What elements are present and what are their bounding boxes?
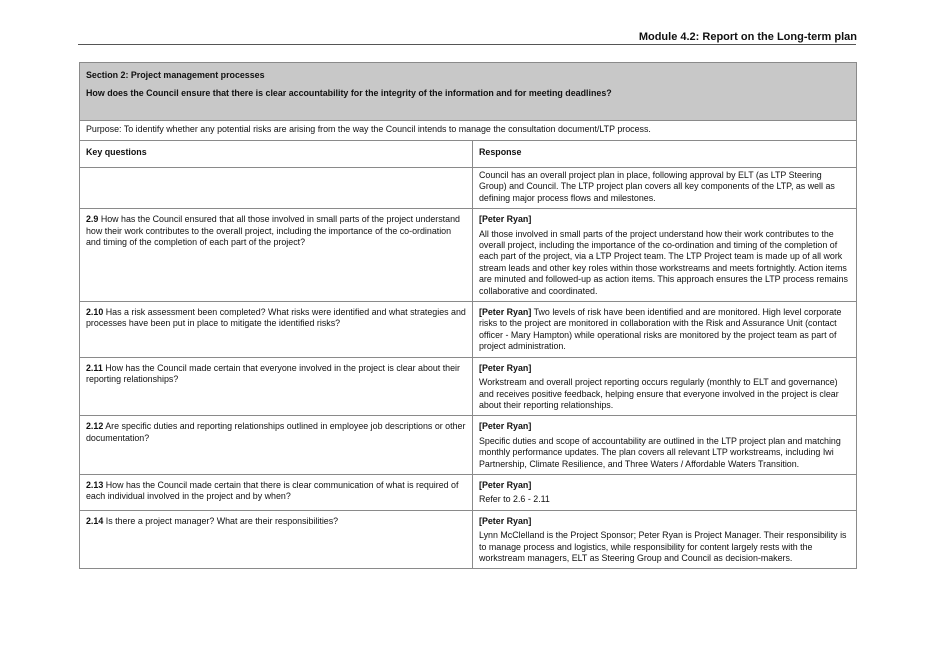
response-cell [473, 302, 857, 358]
response-cell [473, 510, 857, 569]
section-title: Section 2: Project management processes [86, 70, 265, 80]
responder-name: [Peter Ryan] [479, 214, 532, 225]
question-number: 2.14 [86, 515, 104, 526]
response-cell [473, 416, 857, 475]
table-row [80, 510, 857, 569]
purpose-row [80, 121, 857, 141]
responder-name: [Peter Ryan] [479, 515, 532, 526]
responder-name: [Peter Ryan] [479, 479, 532, 490]
response-cell [473, 357, 857, 416]
section-question: How does the Council ensure that there is clear accountability for the integrity of the information and for meeting deadlines? [86, 88, 612, 99]
response-text: Refer to 2.6 - 2.11 [479, 494, 550, 505]
question-cell [80, 168, 473, 209]
question-number: 2.12 [86, 421, 104, 432]
question-cell [80, 510, 473, 569]
response-cell [473, 474, 857, 510]
purpose-text: Purpose: To identify whether any potential risks are arising from the way the Council intends to manage the consultation document/LTP process. [80, 121, 857, 141]
question-text: Is there a project manager? What are their responsibilities? [105, 515, 339, 526]
response-header: Response [473, 141, 857, 168]
question-text: How has the Council ensured that all those involved in small parts of the project understand how their work contributes to the overall project, including the importance of the co-ordination and timing of the completion of each part of the project? [86, 214, 460, 248]
response-text: All those involved in small parts of the project understand how their work contributes to the overall project, including the importance of the co-ordination and timing of the completion of each part of the project, via a LTP Project team. The LTP Project team is made up of all work stream leads and other key roles within those workstreams and meets fortnightly. Action items are minuted and followed-up as action items. This approach ensures the LTP process remains collaborative and coordinated. [479, 228, 848, 296]
response-text: Council has an overall project plan in place, following approval by ELT (as LTP Steering Group) and Council. The LTP project plan covers all key components of the LTP, as well as defining major process flows and milestones. [479, 170, 835, 203]
column-header-row [80, 141, 857, 168]
question-cell [80, 416, 473, 475]
response-text: Two levels of risk have been identified and are monitored. High level corporate risks to the project are monitored in collaboration with the Risk and Assurance Unit (contact officer - Mary Hampton) while operational risks are monitored by the project team as part of project administration. [479, 307, 842, 352]
response-cell [473, 168, 857, 209]
response-cell [473, 209, 857, 302]
question-text: How has the Council made certain that everyone involved in the project is clear about their reporting relationships? [86, 362, 460, 385]
project-management-table [79, 62, 857, 569]
question-number: 2.13 [86, 479, 104, 490]
key-questions-header: Key questions [80, 141, 473, 168]
question-cell [80, 302, 473, 358]
responder-name: [Peter Ryan] [479, 307, 532, 318]
table-row [80, 168, 857, 209]
table-row [80, 416, 857, 475]
question-text: How has the Council made certain that there is clear communication of what is required of each individual involved in the project and by when? [86, 479, 459, 502]
table-row [80, 357, 857, 416]
table-row [80, 474, 857, 510]
responder-name: [Peter Ryan] [479, 421, 532, 432]
section-header-row [80, 63, 857, 121]
responder-name: [Peter Ryan] [479, 362, 532, 373]
question-text: Are specific duties and reporting relationships outlined in employee job descriptions or other documentation? [86, 421, 466, 443]
question-number: 2.10 [86, 307, 104, 318]
section-header [80, 63, 857, 121]
question-cell [80, 209, 473, 302]
question-cell [80, 474, 473, 510]
question-cell [80, 357, 473, 416]
question-text: Has a risk assessment been completed? What risks were identified and what strategies and processes have been put in place to mitigate the identified risks? [86, 307, 466, 329]
question-number: 2.9 [86, 214, 99, 225]
table-row [80, 302, 857, 358]
question-number: 2.11 [86, 362, 103, 373]
response-text: Lynn McClelland is the Project Sponsor; Peter Ryan is Project Manager. Their responsibility is to manage process and logistics, while responsibility for content largely rests with the workstream managers, ELT as Steering Group and Council as decision-makers. [479, 530, 847, 563]
header-divider [78, 44, 856, 45]
module-title: Module 4.2: Report on the Long-term plan [638, 31, 857, 43]
table-row [80, 209, 857, 302]
response-text: Workstream and overall project reporting occurs regularly (monthly to ELT and governance) and receives positive feedback, helping ensure that everyone involved in the project is clear about their reporting relationships. [479, 377, 839, 410]
response-text: Specific duties and scope of accountability are outlined in the LTP project plan and matching monthly performance updates. The plan covers all relevant LTP workstreams, including Iwi Partnership, Climate Resilience, and Three Waters / Affordable Waters Transition. [479, 435, 841, 469]
